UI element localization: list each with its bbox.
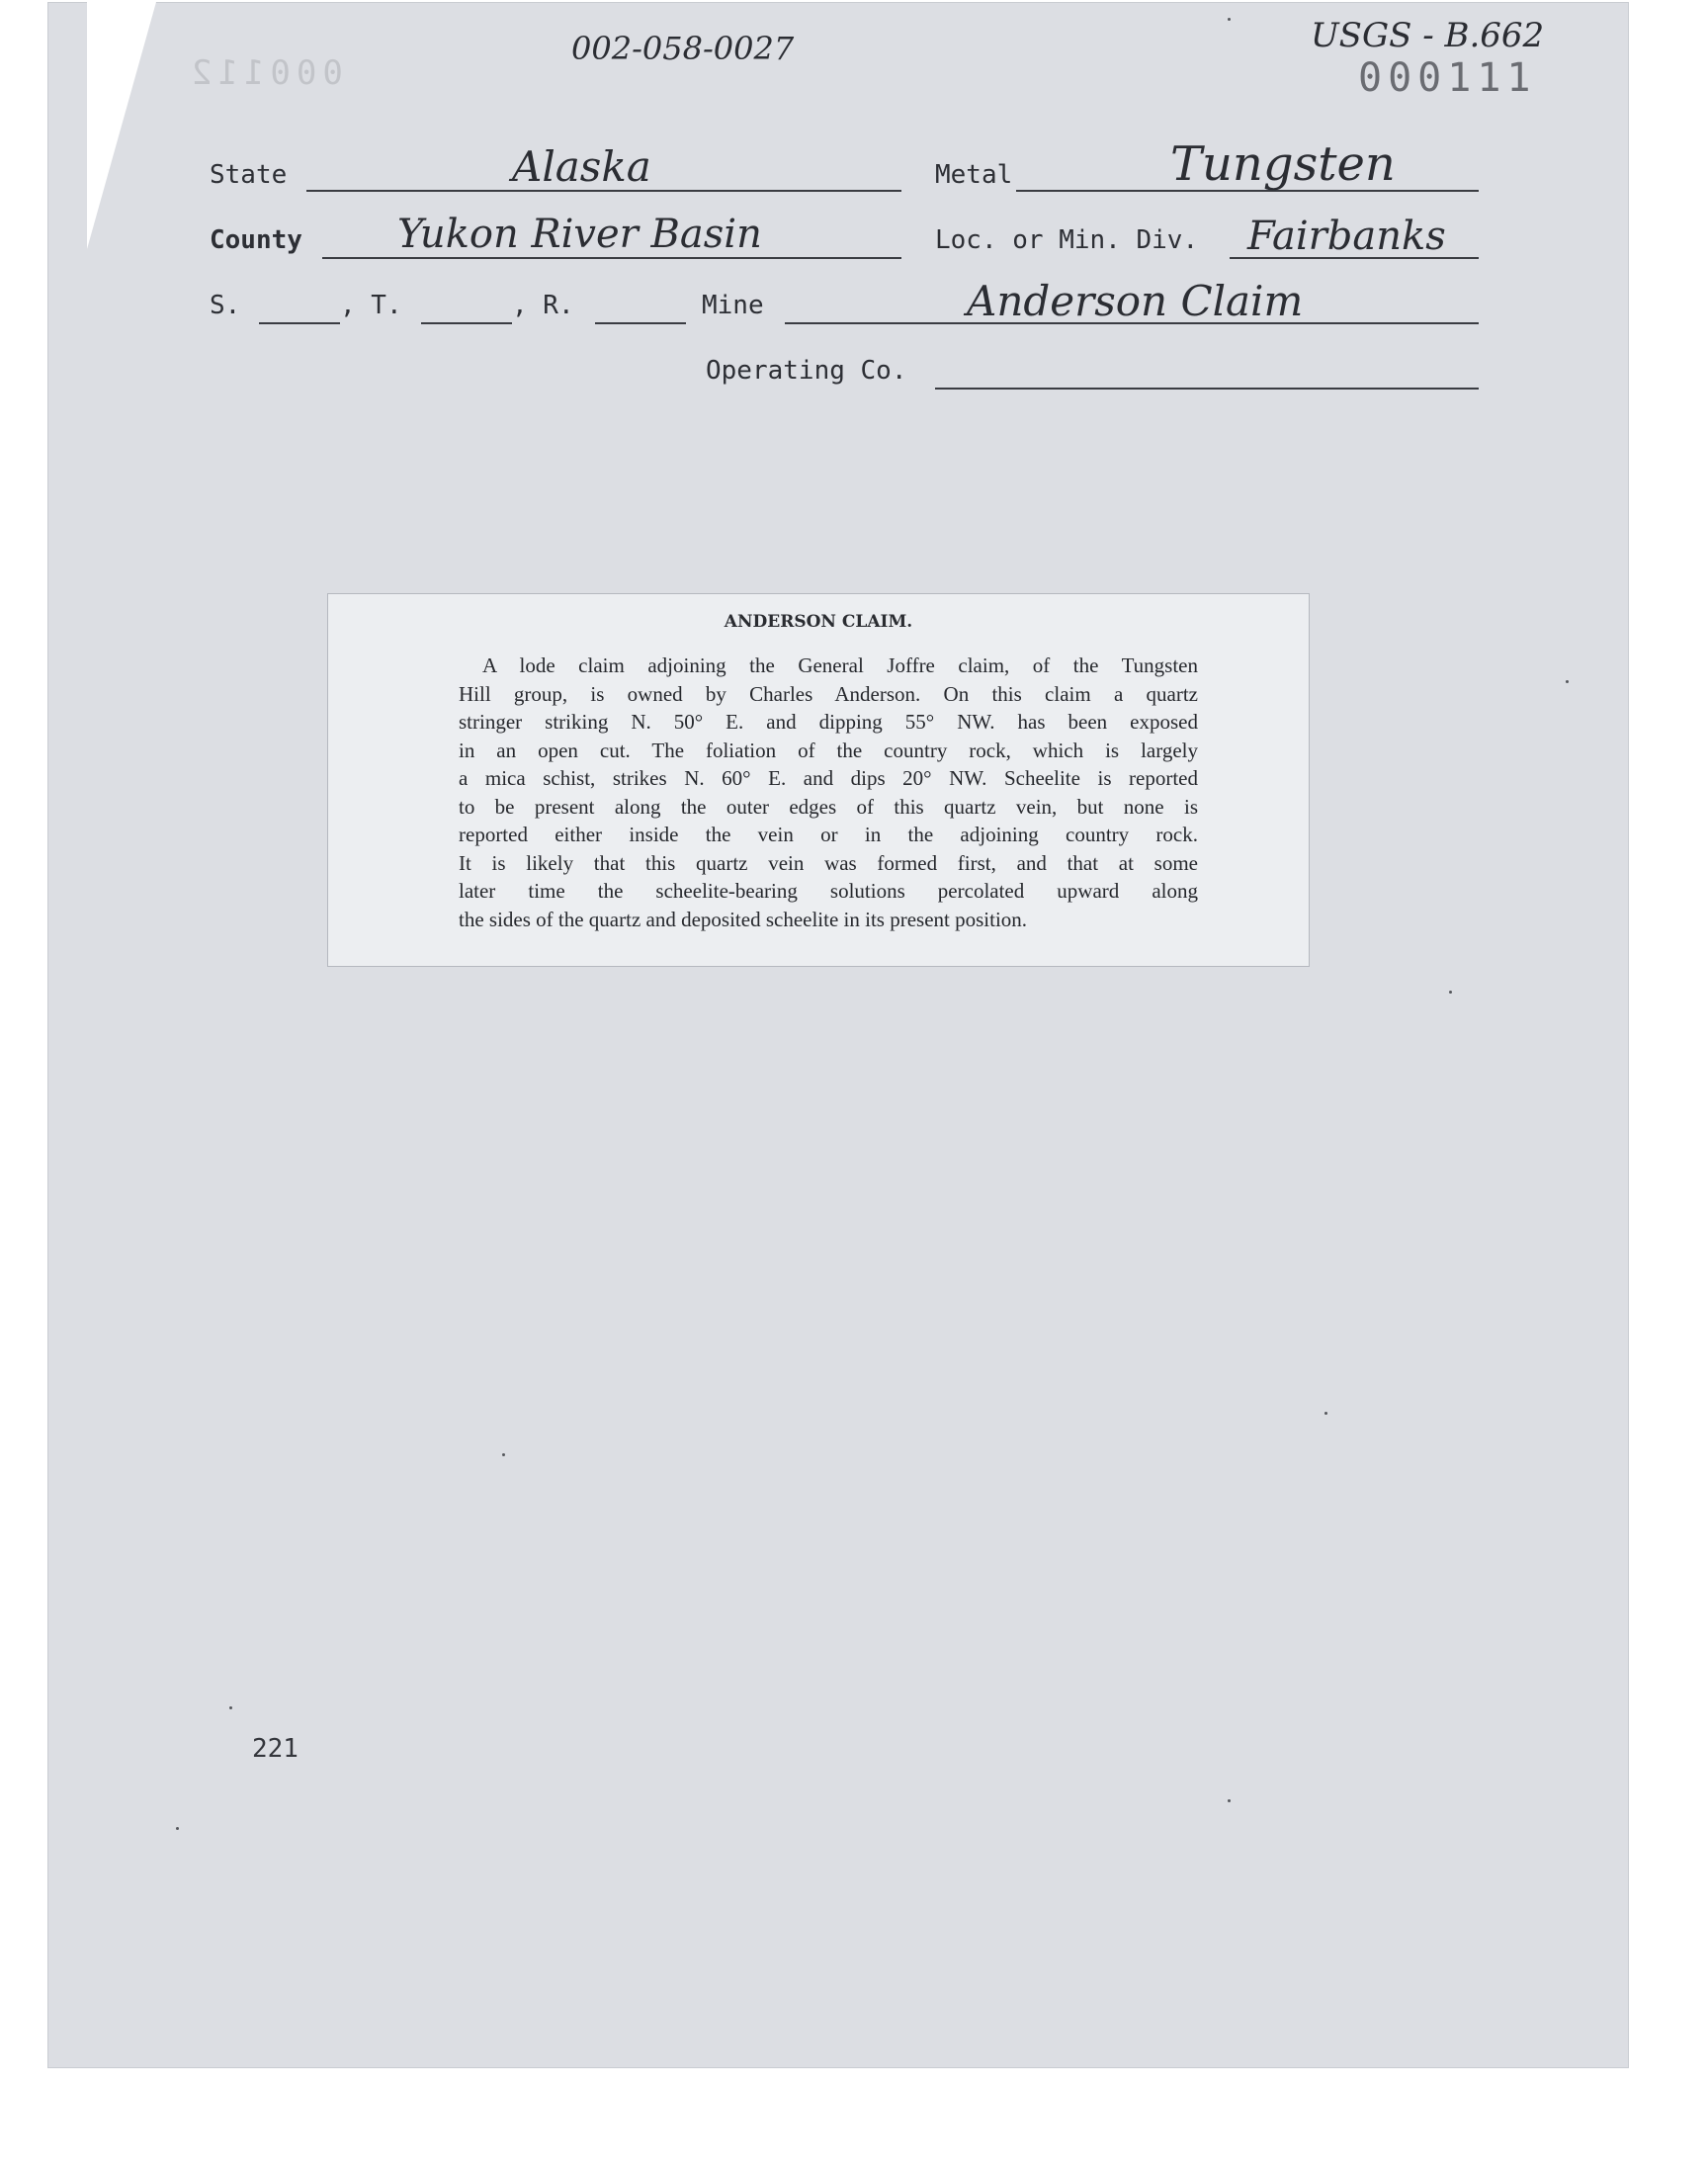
- clipping-line: to be present along the outer edges of this quartz vein, but none is: [459, 794, 1198, 819]
- mine-value: Anderson Claim: [967, 277, 1304, 325]
- dust-speck: [1566, 680, 1569, 683]
- stamp-number: 000111: [1358, 55, 1537, 101]
- faded-stamp-number: 000112: [186, 53, 343, 93]
- document-sheet: [47, 2, 1629, 2068]
- township-line: [421, 322, 512, 324]
- operating-line: [935, 388, 1479, 390]
- dust-speck: [176, 1827, 179, 1830]
- reference-number: USGS - B.662: [1311, 16, 1545, 55]
- township-label: , T.: [340, 291, 402, 320]
- county-value: Yukon River Basin: [397, 212, 762, 257]
- metal-value: Tungsten: [1170, 136, 1396, 192]
- county-line: [322, 257, 901, 259]
- clipping-line: Hill group, is owned by Charles Anderson. On this claim a quartz: [459, 681, 1198, 706]
- clipping-line: It is likely that this quartz vein was formed first, and that at some: [459, 850, 1198, 875]
- loc-value: Fairbanks: [1247, 214, 1446, 259]
- range-line: [595, 322, 686, 324]
- section-label: S.: [210, 291, 241, 320]
- clipping-line: reported either inside the vein or in the adjoining country rock.: [459, 823, 1198, 846]
- dust-speck: [1228, 18, 1231, 21]
- page-number: 221: [252, 1734, 299, 1764]
- clipping-line: the sides of the quartz and deposited scheelite in its present position.: [459, 907, 1028, 931]
- state-value: Alaska: [512, 142, 651, 191]
- clipping-line: later time the scheelite-bearing solutions percolated upward along: [459, 879, 1198, 903]
- dust-speck: [229, 1706, 232, 1709]
- loc-label: Loc. or Min. Div.: [935, 225, 1199, 255]
- clipping-title: ANDERSON CLAIM.: [724, 612, 913, 632]
- operating-label: Operating Co.: [706, 356, 907, 386]
- mine-label: Mine: [702, 291, 764, 320]
- metal-label: Metal: [935, 160, 1013, 190]
- dust-speck: [1324, 1412, 1327, 1415]
- range-label: , R.: [512, 291, 574, 320]
- dust-speck: [502, 1453, 505, 1456]
- torn-corner: [87, 2, 156, 249]
- state-label: State: [210, 160, 288, 190]
- clipping-line: A lode claim adjoining the General Joffre claim, of the Tungsten: [482, 653, 1198, 677]
- clipping-line: a mica schist, strikes N. 60° E. and dips 20° NW. Scheelite is reported: [459, 766, 1198, 790]
- county-label: County: [210, 225, 302, 255]
- article-clipping: [327, 593, 1310, 967]
- dust-speck: [1449, 991, 1452, 994]
- clipping-body: [459, 652, 1198, 933]
- clipping-line: in an open cut. The foliation of the country rock, which is largely: [459, 738, 1198, 762]
- dust-speck: [1228, 1799, 1231, 1802]
- file-number: 002-058-0027: [571, 30, 795, 67]
- section-line: [259, 322, 340, 324]
- clipping-line: stringer striking N. 50° E. and dipping 55° NW. has been exposed: [459, 710, 1198, 734]
